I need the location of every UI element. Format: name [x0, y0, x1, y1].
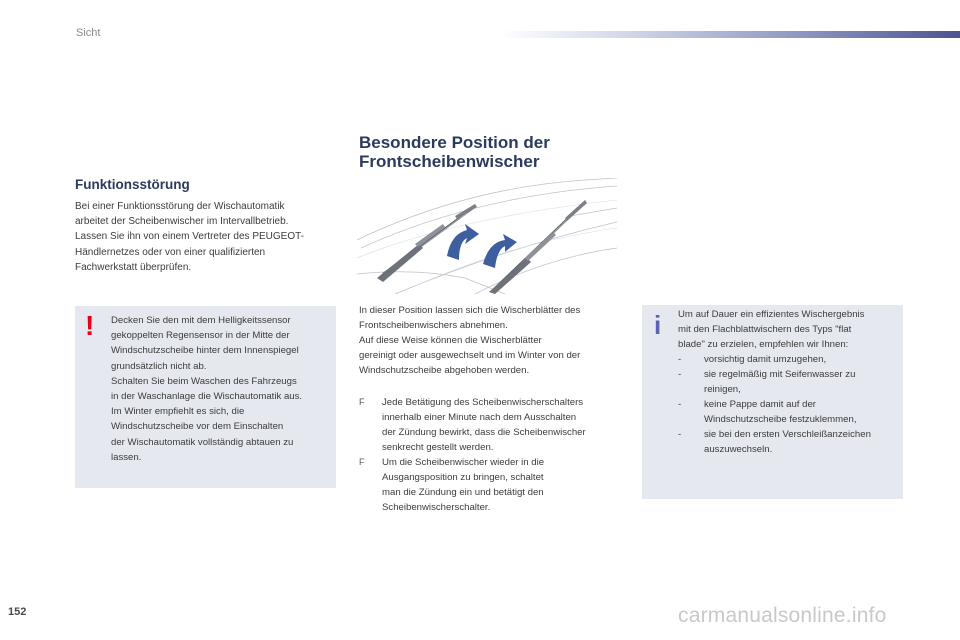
- main-section-title: [359, 133, 619, 171]
- text-line: Bei einer Funktionsstörung der Wischautomatik: [75, 201, 285, 212]
- text-line: senkrecht gestellt werden.: [382, 442, 494, 453]
- instruction-list: [359, 395, 621, 515]
- warning-icon: !: [85, 310, 95, 341]
- text-line: Händlernetzes oder von einer qualifizierten: [75, 246, 266, 258]
- text-line: man die Zündung ein und betätigt den: [382, 487, 544, 498]
- watermark: carmanualsonline.info: [678, 604, 887, 627]
- text-line: Um auf Dauer ein effizientes Wischergebnis: [678, 309, 865, 320]
- text-line: Frontscheibenwischers abnehmen.: [359, 320, 508, 331]
- text-line: sie regelmäßig mit Seifenwasser zu: [704, 369, 856, 380]
- text-line: innerhalb einer Minute nach dem Ausschalten: [382, 412, 577, 423]
- dash-marker: -: [678, 429, 682, 440]
- header-gradient-bar: [500, 31, 960, 38]
- text-line: grundsätzlich nicht ab.: [111, 360, 207, 372]
- text-line: arbeitet der Scheibenwischer im Intervallbetrieb.: [75, 216, 289, 228]
- text-line: Fachwerkstatt überprüfen.: [75, 261, 192, 273]
- dash-marker: -: [678, 399, 682, 410]
- page-number: 152: [8, 606, 27, 618]
- list-item: [678, 352, 896, 367]
- text-line: in der Waschanlage die Wischautomatik aus.: [111, 391, 303, 403]
- text-line: blade" zu erzielen, empfehlen wir Ihnen:: [678, 339, 849, 350]
- bullet-icon: F: [359, 397, 365, 407]
- text-line: Scheibenwischerschalter.: [382, 502, 491, 513]
- text-line: Windschutzscheibe festzuklemmen,: [704, 414, 857, 425]
- text-line: Im Winter empfiehlt es sich, die: [111, 406, 245, 418]
- list-item: [678, 427, 896, 457]
- text-line: In dieser Position lassen sich die Wischerblätter des: [359, 305, 581, 316]
- text-line: Windschutzscheibe hinter dem Innenspiegel: [111, 345, 299, 357]
- text-line: der Wischautomatik vollständig abtauen zu: [111, 436, 294, 448]
- special-position-paragraph: [359, 303, 621, 378]
- text-line: keine Pappe damit auf der: [704, 399, 817, 410]
- text-line: reinigen,: [704, 384, 741, 395]
- list-item: [359, 455, 621, 515]
- info-text: [678, 307, 896, 457]
- text-line: gereinigt oder ausgewechselt und im Winter von der: [359, 350, 581, 361]
- dash-marker: -: [678, 354, 682, 365]
- wiper-right: [489, 200, 587, 294]
- text-line: vorsichtig damit umzugehen,: [704, 354, 827, 365]
- list-item: [678, 397, 896, 427]
- section-title-malfunction: Funktionsstörung: [75, 177, 190, 192]
- malfunction-paragraph: [75, 199, 330, 275]
- text-line: Ausgangsposition zu bringen, schaltet: [382, 472, 544, 483]
- text-line: auszuwechseln.: [704, 444, 773, 455]
- text-line: Decken Sie den mit dem Helligkeitssensor: [111, 315, 291, 326]
- list-item: [359, 395, 621, 455]
- text-line: mit den Flachblattwischern des Typs "flat: [678, 324, 852, 335]
- text-line: Schalten Sie beim Waschen des Fahrzeugs: [111, 375, 297, 387]
- section-header: Sicht: [76, 27, 101, 39]
- text-line: gekoppelten Regensensor in der Mitte der: [111, 330, 290, 342]
- text-line: Um die Scheibenwischer wieder in die: [382, 457, 545, 468]
- text-line: Windschutzscheibe abgehoben werden.: [359, 365, 530, 376]
- dash-marker: -: [678, 369, 682, 380]
- text-line: Auf diese Weise können die Wischerblätter: [359, 335, 542, 346]
- text-line: Windschutzscheibe vor dem Einschalten: [111, 421, 284, 433]
- title-line: Besondere Position der: [359, 133, 550, 152]
- lift-arrow-icon: [447, 224, 479, 260]
- text-line: lassen.: [111, 451, 142, 463]
- title-line: Frontscheibenwischer: [359, 152, 540, 171]
- text-line: der Zündung bewirkt, dass die Scheibenwischer: [382, 427, 586, 438]
- text-line: Jede Betätigung des Scheibenwischerschalters: [382, 397, 584, 408]
- bullet-icon: F: [359, 457, 365, 467]
- list-item: [678, 367, 896, 397]
- warning-text: [111, 313, 329, 465]
- info-icon: i: [654, 310, 662, 340]
- wiper-illustration: [355, 178, 619, 294]
- text-line: sie bei den ersten Verschleißanzeichen: [704, 429, 871, 440]
- text-line: Lassen Sie ihn von einem Vertreter des PEUGEOT-: [75, 231, 304, 243]
